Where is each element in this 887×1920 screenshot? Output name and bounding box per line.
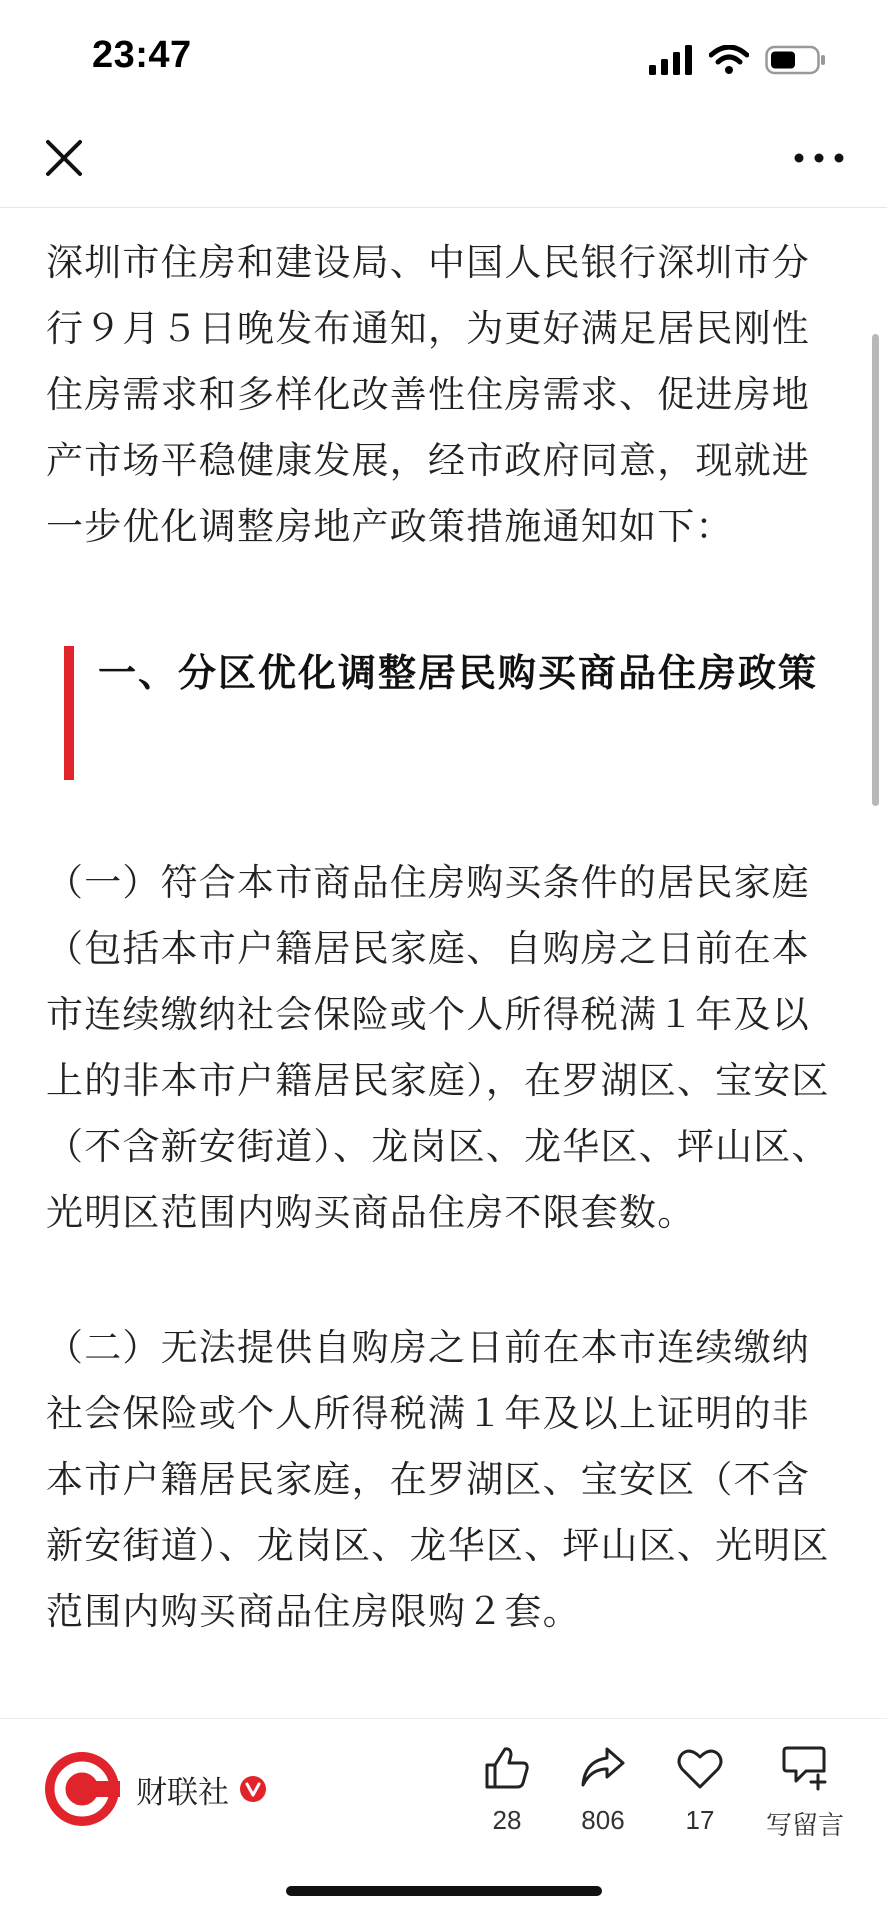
favorite-count: 17 — [685, 1805, 715, 1835]
status-time: 23:47 — [92, 34, 192, 76]
section-title: 一、分区优化调整居民购买商品住房政策 — [98, 651, 819, 695]
heart-icon — [676, 1745, 724, 1791]
share-count: 806 — [581, 1805, 625, 1835]
wifi-icon — [709, 45, 749, 75]
source-name: 财联社 — [136, 1774, 229, 1811]
share-arrow-icon — [579, 1745, 627, 1791]
cailianshe-logo-icon — [44, 1751, 120, 1827]
write-comment-button[interactable] — [745, 1745, 865, 1855]
status-icons — [649, 40, 827, 80]
article-paragraph-item-2: （二）无法提供自购房之日前在本市连续缴纳社会保险或个人所得税满１年及以上证明的非本市户籍居民家庭，在罗湖区、宝安区（不含新安街道）、龙岗区、龙华区、坪山区、光明区范围内购买商品住房限购２套。 — [46, 1326, 830, 1633]
section-accent-bar — [64, 646, 74, 780]
article-content[interactable] — [0, 210, 887, 1718]
status-bar — [0, 0, 887, 110]
like-count: 28 — [492, 1805, 522, 1835]
battery-icon — [765, 45, 827, 75]
more-button[interactable] — [791, 134, 847, 182]
more-icon — [791, 134, 847, 182]
close-button[interactable] — [40, 134, 88, 182]
write-comment-label: 写留言 — [765, 1810, 844, 1840]
article-paragraph-item-1: （一）符合本市商品住房购买条件的居民家庭（包括本市户籍居民家庭、自购房之日前在本市连续缴纳社会保险或个人所得税满１年及以上的非本市户籍居民家庭），在罗湖区、宝安区（不含新安街道）、龙岗区、龙华区、坪山区、光明区范围内购买商品住房不限套数。 — [46, 861, 830, 1234]
article-paragraph-intro: 深圳市住房和建设局、中国人民银行深圳市分行９月５日晚发布通知，为更好满足居民刚性住房需求和多样化改善性住房需求、促进房地产市场平稳健康发展，经市政府同意，现就进一步优化调整房地产政策措施通知如下： — [46, 241, 810, 548]
favorite-button[interactable] — [645, 1745, 755, 1855]
cellular-signal-icon — [649, 45, 693, 75]
scroll-indicator[interactable] — [872, 334, 879, 806]
thumbs-up-icon — [483, 1745, 531, 1791]
nav-bar — [0, 110, 887, 208]
home-indicator[interactable] — [286, 1886, 602, 1896]
close-icon — [40, 134, 88, 182]
share-button[interactable] — [548, 1745, 658, 1855]
verified-v-icon — [239, 1775, 267, 1803]
comment-add-icon — [780, 1745, 830, 1791]
source-account[interactable] — [44, 1751, 267, 1827]
like-button[interactable] — [452, 1745, 562, 1855]
